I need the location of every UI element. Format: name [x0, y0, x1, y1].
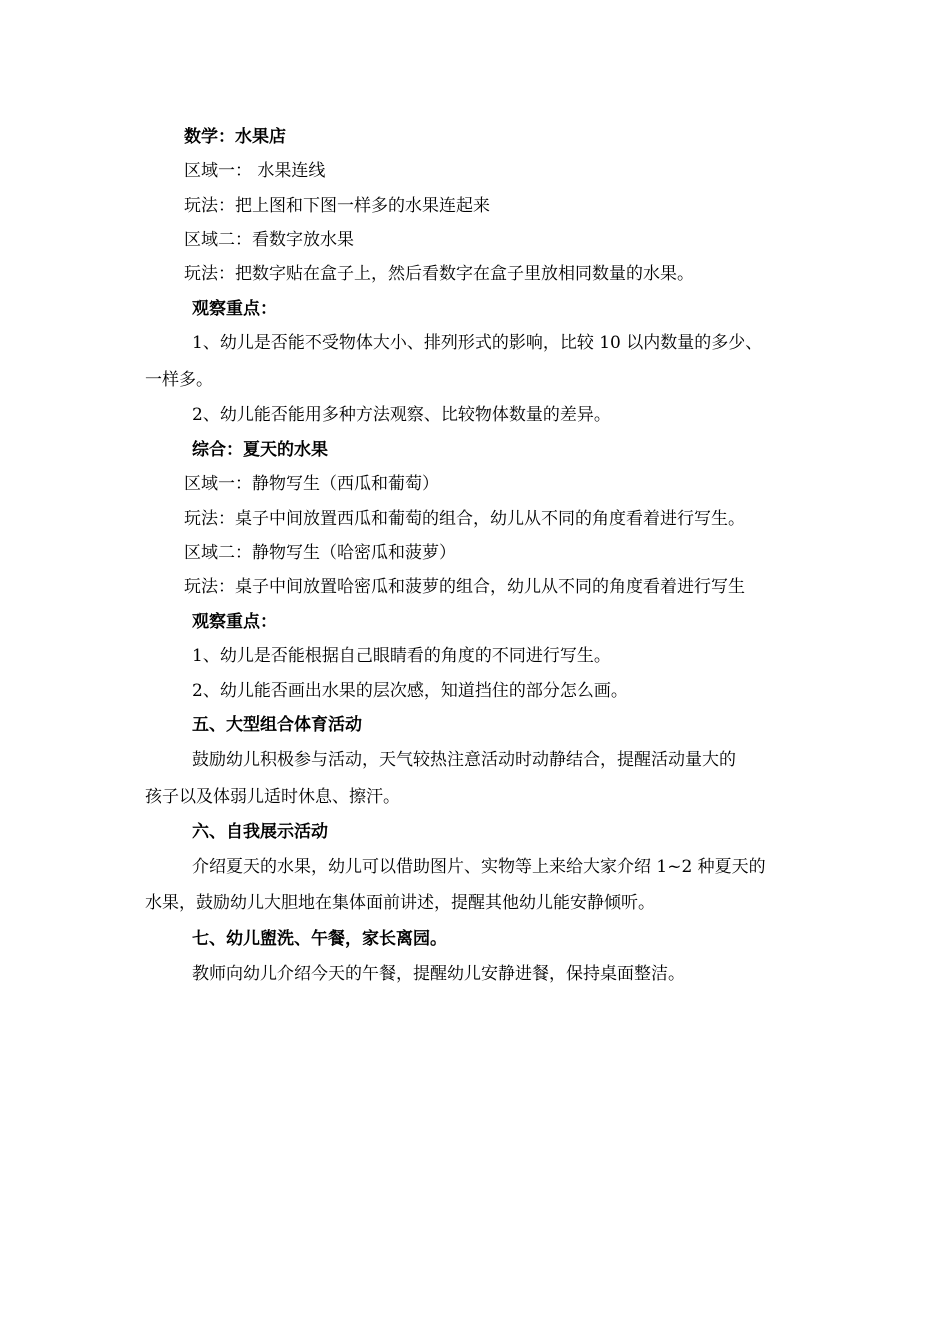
art-play1: 玩法：桌子中间放置西瓜和葡萄的组合，幼儿从不同的角度看着进行写生。	[184, 509, 745, 529]
section5-heading: 五、大型组合体育活动	[192, 715, 362, 735]
art-area2: 区域二：静物写生（哈密瓜和菠萝）	[184, 543, 456, 563]
section5-para-line2: 孩子以及体弱儿适时休息、擦汗。	[145, 787, 400, 807]
section7-heading: 七、幼儿盥洗、午餐，家长离园。	[192, 929, 447, 949]
art-heading: 综合：夏天的水果	[192, 440, 328, 460]
math-observe2: 2、幼儿能否能用多种方法观察、比较物体数量的差异。	[192, 405, 611, 425]
math-play1: 玩法：把上图和下图一样多的水果连起来	[184, 196, 490, 216]
math-play2: 玩法：把数字贴在盒子上，然后看数字在盒子里放相同数量的水果。	[184, 264, 694, 284]
section7-para: 教师向幼儿介绍今天的午餐，提醒幼儿安静进餐，保持桌面整洁。	[192, 964, 685, 984]
section5-para-line1: 鼓励幼儿积极参与活动，天气较热注意活动时动静结合，提醒活动量大的	[192, 750, 736, 770]
section6-heading: 六、自我展示活动	[192, 822, 328, 842]
art-observe1: 1、幼儿是否能根据自己眼睛看的角度的不同进行写生。	[192, 646, 611, 666]
math-observe1-line2: 一样多。	[145, 370, 213, 390]
math-observe1-line1: 1、幼儿是否能不受物体大小、排列形式的影响，比较 10 以内数量的多少、	[192, 333, 763, 353]
math-area1: 区域一： 水果连线	[184, 161, 326, 181]
art-observe-heading: 观察重点：	[192, 612, 277, 632]
math-area2: 区域二：看数字放水果	[184, 230, 354, 250]
art-play2: 玩法：桌子中间放置哈密瓜和菠萝的组合，幼儿从不同的角度看着进行写生	[184, 577, 745, 597]
math-observe-heading: 观察重点：	[192, 299, 277, 319]
art-area1: 区域一：静物写生（西瓜和葡萄）	[184, 474, 439, 494]
section6-para-line1: 介绍夏天的水果，幼儿可以借助图片、实物等上来给大家介绍 1~2 种夏天的	[192, 857, 766, 877]
section6-para-line2: 水果，鼓励幼儿大胆地在集体面前讲述，提醒其他幼儿能安静倾听。	[145, 893, 655, 913]
math-heading: 数学：水果店	[184, 127, 286, 147]
art-observe2: 2、幼儿能否画出水果的层次感，知道挡住的部分怎么画。	[192, 681, 628, 701]
